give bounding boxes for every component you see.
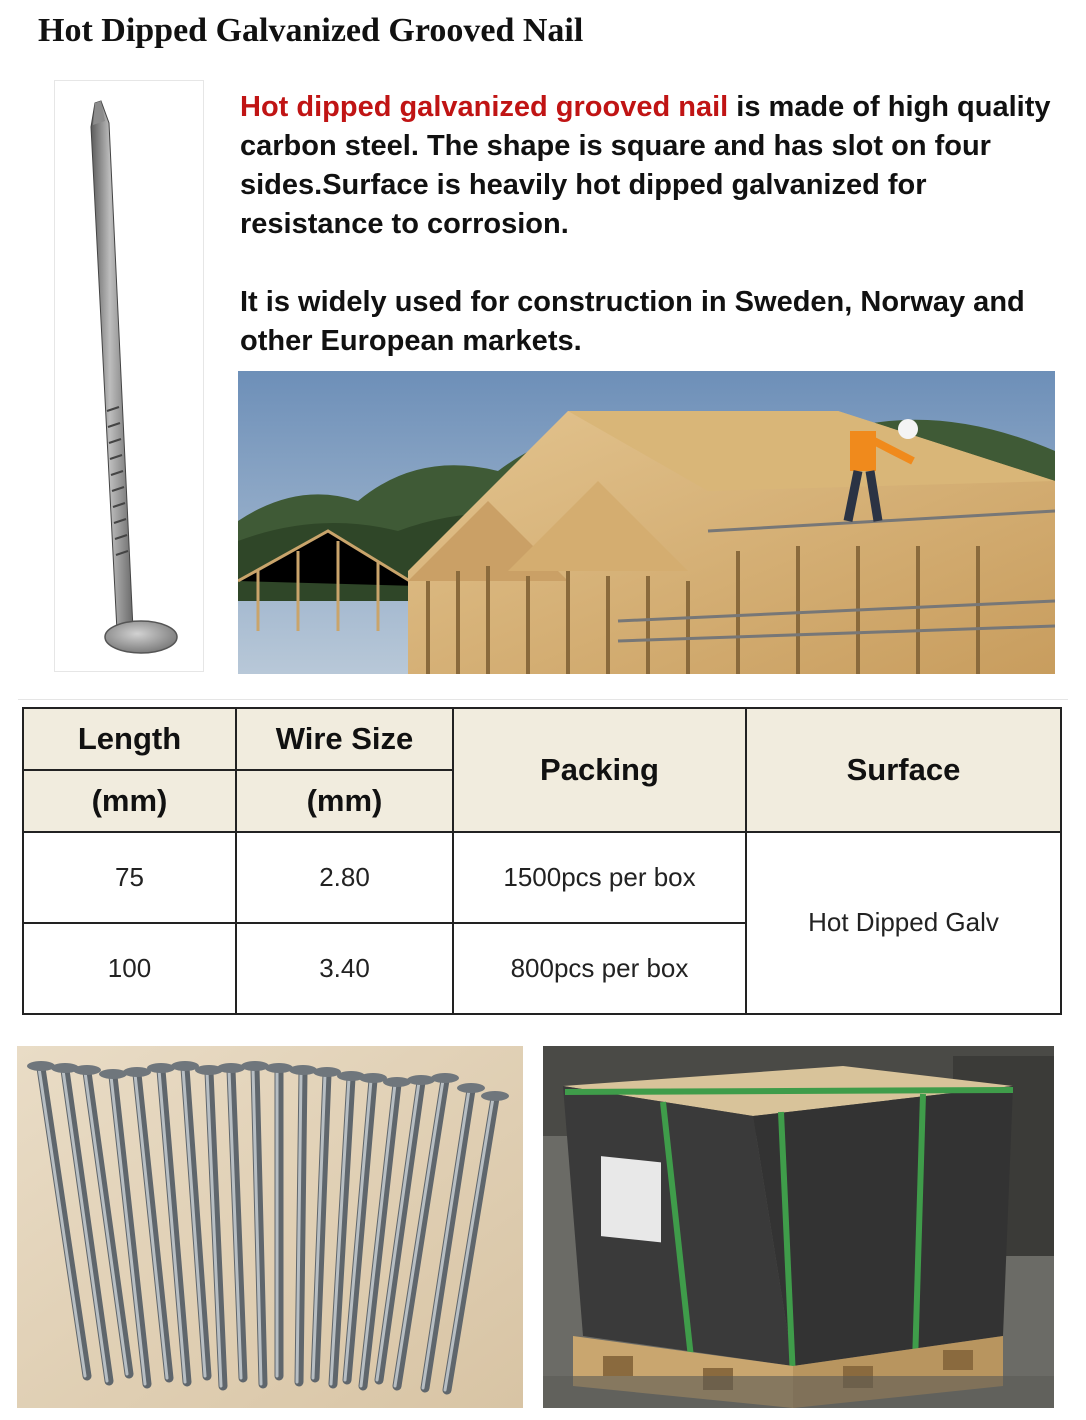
section-divider [18, 699, 1068, 700]
cell-length: 75 [23, 832, 236, 923]
header-packing: Packing [453, 708, 746, 832]
description-text: is made of high quality carbon steel. The shape is square and has slot on four sides.Surface is heavily hot dipped galvanized for resistance to corrosion. [240, 91, 1051, 240]
cell-wire-size: 2.80 [236, 832, 453, 923]
header-length: Length [23, 708, 236, 770]
cell-packing: 800pcs per box [453, 923, 746, 1014]
header-surface: Surface [746, 708, 1061, 832]
header-length-unit: (mm) [23, 770, 236, 832]
table-header-row [23, 708, 1061, 770]
cell-length: 100 [23, 923, 236, 1014]
pallet-photo [543, 1046, 1054, 1408]
usage-paragraph: It is widely used for construction in Sweden, Norway and other European markets. [240, 286, 1025, 357]
description-paragraph [240, 88, 1060, 244]
nails-photo [17, 1046, 523, 1408]
product-description [240, 88, 1060, 361]
construction-photo [238, 371, 1055, 674]
page-title: Hot Dipped Galvanized Grooved Nail [38, 12, 584, 49]
cell-packing: 1500pcs per box [453, 832, 746, 923]
description-highlight: Hot dipped galvanized grooved nail [240, 91, 729, 123]
cell-surface: Hot Dipped Galv [746, 832, 1061, 1014]
nail-product-image [54, 80, 204, 672]
cell-wire-size: 3.40 [236, 923, 453, 1014]
header-wire-unit: (mm) [236, 770, 453, 832]
header-wire-size: Wire Size [236, 708, 453, 770]
table-row [23, 832, 1061, 923]
spec-table [22, 707, 1062, 1015]
